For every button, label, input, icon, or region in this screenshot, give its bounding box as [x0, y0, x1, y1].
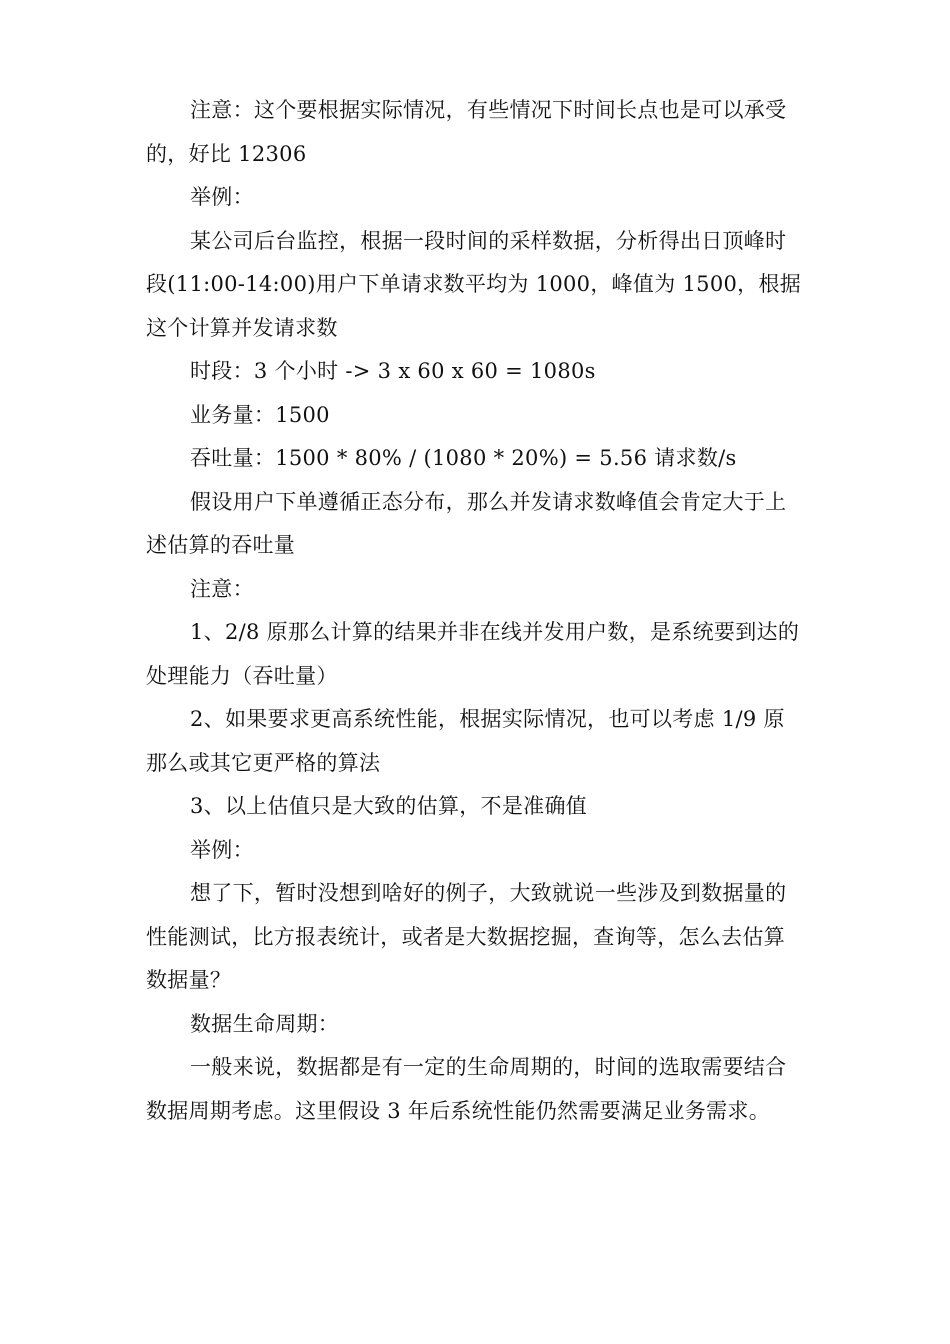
- paragraph-time-period: 时段：3 个小时 -> 3 x 60 x 60 = 1080s: [190, 359, 596, 383]
- paragraph-throughput: 吞吐量：1500 * 80% / (1080 * 20%) = 5.56 请求数/s: [190, 446, 737, 470]
- paragraph-example-text-1: 某公司后台监控，根据一段时间的采样数据，分析得出日顶峰时段(11:00-14:00)用户下单请求数平均为 1000，峰值为 1500，根据这个计算并发请求数: [146, 228, 802, 340]
- paragraph-example-heading-2: 举例：: [190, 837, 254, 862]
- paragraph-data-lifecycle-heading: 数据生命周期：: [190, 1011, 340, 1036]
- paragraph-note-item-3: 3、以上估值只是大致的估算，不是准确值: [190, 794, 588, 818]
- paragraph-data-lifecycle-text: 一般来说，数据都是有一定的生命周期的，时间的选取需要结合数据周期考虑。这里假设 3 年后系统性能仍然需要满足业务需求。: [146, 1055, 787, 1123]
- paragraph-note-1: 注意：这个要根据实际情况，有些情况下时间长点也是可以承受的，好比 12306: [146, 98, 787, 166]
- paragraph-example-text-2: 想了下，暂时没想到啥好的例子，大致就说一些涉及到数据量的性能测试，比方报表统计，或者是大数据挖掘，查询等，怎么去估算数据量？: [146, 881, 787, 992]
- paragraph-note-heading: 注意：: [190, 576, 254, 601]
- paragraph-example-heading-1: 举例：: [190, 185, 254, 209]
- document-body: [146, 89, 806, 1133]
- paragraph-business-volume: 业务量：1500: [190, 402, 330, 427]
- paragraph-note-item-2: 2、如果要求更高系统性能，根据实际情况，也可以考虑 1/9 原那么或其它更严格的算法: [146, 707, 785, 775]
- paragraph-note-item-1: 1、2/8 原那么计算的结果并非在线并发用户数，是系统要到达的处理能力（吞吐量）: [146, 620, 800, 688]
- paragraph-assumption: 假设用户下单遵循正态分布，那么并发请求数峰值会肯定大于上述估算的吞吐量: [146, 489, 787, 557]
